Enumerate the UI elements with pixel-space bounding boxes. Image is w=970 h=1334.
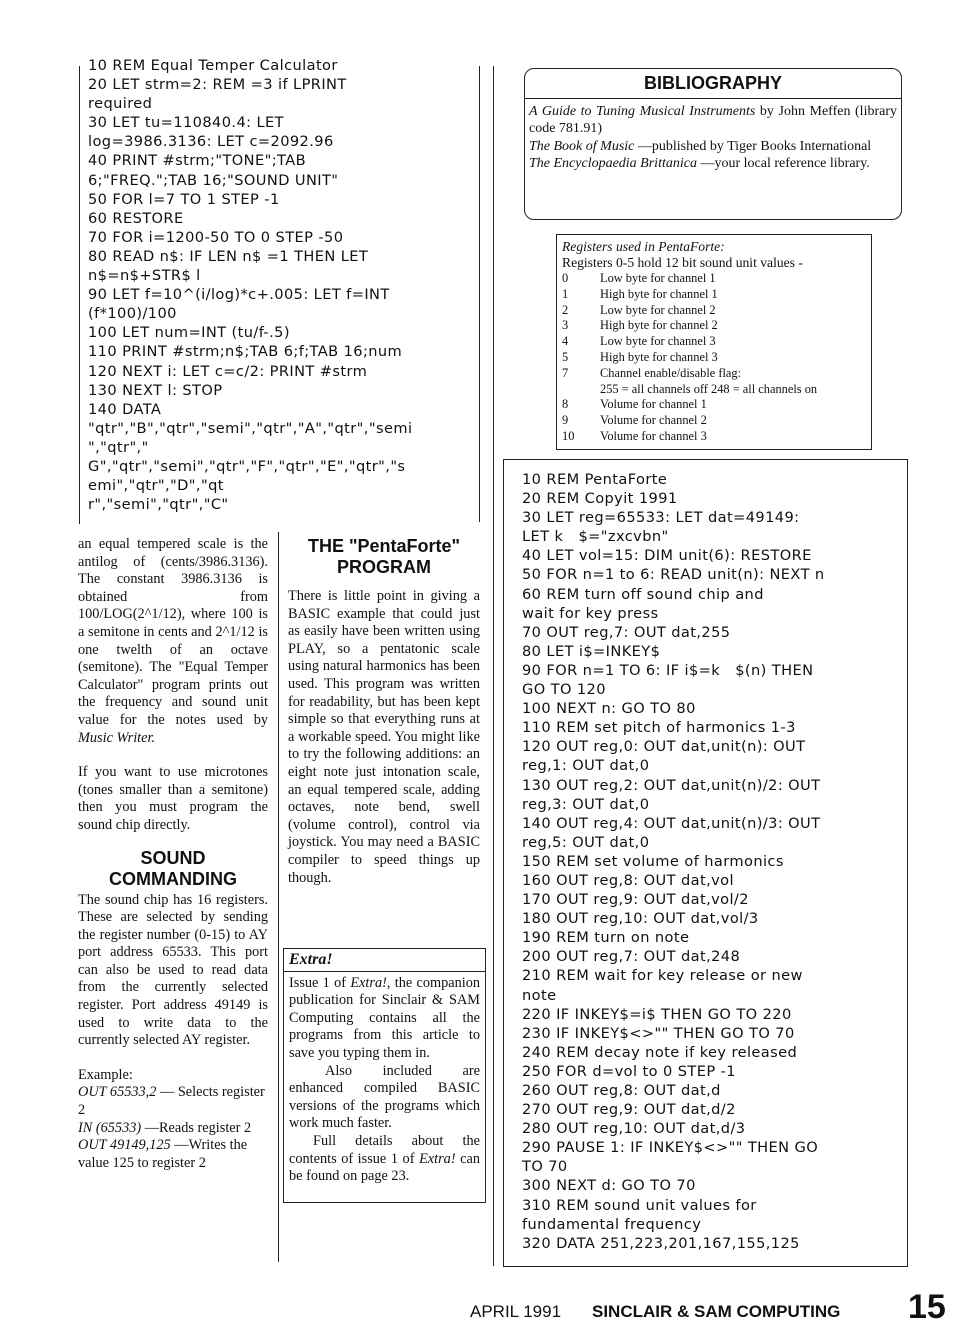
register-row: 4 Low byte for channel 3 [562,334,716,349]
register-row: 2 Low byte for channel 2 [562,302,716,317]
code-line: wait for key press [522,604,659,622]
code-line: 300 NEXT d: GO TO 70 [522,1177,696,1195]
code-line: 320 DATA 251,223,201,167,155,125 [522,1234,800,1252]
code-line: log=3986.3136: LET c=2092.96 [88,133,334,151]
footer-magazine: SINCLAIR & SAM COMPUTING [592,1302,841,1321]
registers-title: Registers used in PentaForte: [562,239,725,254]
code-line: reg,1: OUT dat,0 [522,757,650,775]
code-line: 40 LET vol=15: DIM unit(6): RESTORE [522,547,812,565]
code-line: 120 OUT reg,0: OUT dat,unit(n): OUT [522,738,806,756]
code-line: 260 OUT reg,8: OUT dat,d [522,1082,721,1099]
microtones-paragraph: If you want to use microtones (tones smaller than a semitone) then you must program the sound chip directly. [78,764,268,833]
registers-table [562,271,866,445]
code-line: 230 IF INKEY$<>"" THEN GO TO 70 [522,1024,795,1042]
code-line: fundamental frequency [522,1215,702,1233]
code-line: 50 FOR n=1 to 6: READ unit(n): NEXT n [522,566,825,584]
code-line: reg,3: OUT dat,0 [522,795,650,813]
registers-subtitle: Registers 0-5 hold 12 bit sound unit values - [562,255,803,270]
column-3-left-rule [493,66,494,1266]
code-line: 110 PRINT #strm;n$;TAB 6;f;TAB 16;num [88,343,403,361]
code-line: 150 REM set volume of harmonics [522,852,784,870]
intro-paragraph: an equal tempered scale is the antilog of (cents/3986.3136). The constant 3986.3136 is obtained from 100/LOG(2^1/12), where 100 is a semitone in cents and 2^1/12 is one twelth of an octave (semitone). The "Equal Temper Calculator" program prints out the frequency and sound unit value for the notes used by Music Writer. [78,536,268,746]
code-line: r","semi","qtr","C" [88,496,229,514]
code-line: note [522,986,557,1004]
code-line: 90 LET f=10^(i/log)*c+.005: LET f=INT [88,286,390,304]
code-line: 20 LET strm=2: REM =3 if LPRINT [88,76,347,94]
register-row: 10 Volume for channel 3 [562,428,707,443]
register-row: 1 High byte for channel 1 [562,286,718,301]
code-line: 100 LET num=INT (tu/f-.5) [88,324,290,342]
register-row: 8 Volume for channel 1 [562,397,707,412]
code-line: 6;"FREQ.";TAB 16;"SOUND UNIT" [88,171,339,189]
code-line: "qtr","B","qtr","semi","qtr","A","qtr","semi [88,419,413,437]
code-line: 40 PRINT #strm;"TONE";TAB [88,152,307,170]
footer-date: APRIL 1991 [470,1302,562,1321]
pentaforte-listing [522,470,906,1253]
code-line: 60 RESTORE [88,209,184,227]
example-label: Example: [78,1066,133,1083]
column-2 [288,536,480,887]
column-1-rule [278,532,279,1262]
register-row: 0 Low byte for channel 1 [562,271,716,285]
sound-commanding-heading: SOUND COMMANDING [109,847,237,889]
code-line: 80 READ n$: IF LEN n$ =1 THEN LET [88,247,369,265]
code-line: 310 REM sound unit values for [522,1196,757,1214]
code-line: 20 REM Copyit 1991 [522,490,678,508]
code-line: TO 70 [522,1158,568,1176]
example-item: OUT 49149,125 —Writes the value 125 to register 2 [78,1137,248,1171]
code-line: reg,5: OUT dat,0 [522,833,650,851]
code-line: (f*100)/100 [88,305,177,323]
code-line: 140 OUT reg,4: OUT dat,unit(n)/3: OUT [522,814,821,832]
registers-box [556,234,872,450]
code-line: G","qtr","semi","qtr","F","qtr","E","qtr","s [88,457,406,475]
sound-chip-paragraph: The sound chip has 16 registers. These are selected by sending the register number (0-15) to AY port address 65533. This port can also be used to read data from the currently selected register. Port address 49149 is used to write data to the currently selected AY register. [78,891,268,1049]
example-list [78,1084,268,1172]
code-line: 60 REM turn off sound chip and [522,585,764,603]
page-number: 15 [908,1288,946,1326]
extra-box [283,948,486,1203]
code-line: 200 OUT reg,7: OUT dat,248 [522,948,741,966]
code-line: 70 FOR i=1200-50 TO 0 STEP -50 [88,228,344,246]
listing1-right-rule [479,66,480,522]
equal-temper-listing [88,56,474,514]
code-line: 130 NEXT l: STOP [88,381,223,399]
register-row: 255 = all channels off 248 = all channels on [600,381,818,396]
code-line: 270 OUT reg,9: OUT dat,d/2 [522,1101,736,1119]
code-line: 80 LET i$=INKEY$ [522,642,661,660]
code-line: 160 OUT reg,8: OUT dat,vol [522,871,734,889]
bibliography-entry: The Book of Music —published by Tiger Books International [529,138,872,154]
code-line: 100 NEXT n: GO TO 80 [522,700,696,718]
bibliography-title: BIBLIOGRAPHY [525,69,901,99]
code-line: 50 FOR l=7 TO 1 STEP -1 [88,190,280,208]
register-row: 9 Volume for channel 2 [562,413,707,428]
extra-paragraph-3: Full details about the contents of issue 1 of Extra! can be found on page 23. [289,1132,481,1185]
pentaforte-paragraph: There is little point in giving a BASIC example that could just as easily have been written using PLAY, so a pentatonic scale using natural harmonics has been used. This program was written for readability, but has been kept simple so that everything runs at a workable speed. You might like to try the following additions: an eight note just intonation scale, an equal tempered scale, adding octaves, note bend, swell (volume control), control via joystick. You may need a BASIC compiler to speed things up though. [288,588,480,886]
code-line: 90 FOR n=1 TO 6: IF i$=k $(n) THEN [522,661,814,679]
code-line: 180 OUT reg,10: OUT dat,vol/3 [522,910,759,928]
pentaforte-heading: THE "PentaForte" PROGRAM [307,536,461,577]
code-line: 190 REM turn on note [522,929,690,947]
example-item: IN (65533) —Reads register 2 [78,1119,252,1136]
bibliography-entry: The Encyclopaedia Brittanica —your local reference library. [529,156,870,172]
extra-paragraph-1: Issue 1 of Extra!, the companion publication for Sinclair & SAM Computing contains all the programs from this article to save you typing them in. [289,974,481,1061]
listing1-left-rule [79,66,80,524]
code-line: 120 NEXT i: LET c=c/2: PRINT #strm [88,362,368,380]
column-1 [78,536,268,1172]
example-item: OUT 65533,2 — Selects register 2 [78,1084,265,1119]
code-line: emi","qtr","D","qt [88,477,224,495]
code-line: 240 REM decay note if key released [522,1043,798,1061]
code-line: 250 FOR d=vol to 0 STEP -1 [522,1062,736,1080]
code-line: 220 IF INKEY$=i$ THEN GO TO 220 [522,1005,792,1023]
code-line: 280 OUT reg,10: OUT dat,d/3 [522,1120,746,1138]
code-line: 110 REM set pitch of harmonics 1-3 [522,719,796,737]
code-line: 30 LET reg=65533: LET dat=49149: [522,509,800,527]
code-line: 10 REM Equal Temper Calculator [88,57,338,74]
code-line: 30 LET tu=110840.4: LET [88,114,284,132]
register-row: 7 Channel enable/disable flag: [562,365,742,380]
code-line: 10 REM PentaForte [522,471,668,488]
bibliography-box [524,68,902,220]
code-line: n$=n$+STR$ l [88,267,201,285]
code-line: 130 OUT reg,2: OUT dat,unit(n)/2: OUT [522,776,821,794]
code-line: GO TO 120 [522,681,606,699]
code-line: ","qtr"," [88,438,149,456]
bibliography-entry: A Guide to Tuning Musical Instruments by John Meffen (library code 781.91) [529,104,897,137]
code-line: LET k $="zxcvbn" [522,528,669,546]
extra-paragraph-2: Also included are enhanced compiled BASIC versions of the programs which work much faster. [289,1062,480,1132]
bibliography-list [529,103,897,173]
code-line: required [88,95,153,113]
register-row: 3 High byte for channel 2 [562,318,718,333]
register-row: 5 High byte for channel 3 [562,349,718,364]
code-line: 70 OUT reg,7: OUT dat,255 [522,623,731,641]
code-line: 140 DATA [88,400,162,418]
code-line: 290 PAUSE 1: IF INKEY$<>"" THEN GO [522,1139,819,1157]
code-line: 170 OUT reg,9: OUT dat,vol/2 [522,891,749,909]
code-line: 210 REM wait for key release or new [522,967,803,985]
extra-title: Extra! [284,951,485,972]
